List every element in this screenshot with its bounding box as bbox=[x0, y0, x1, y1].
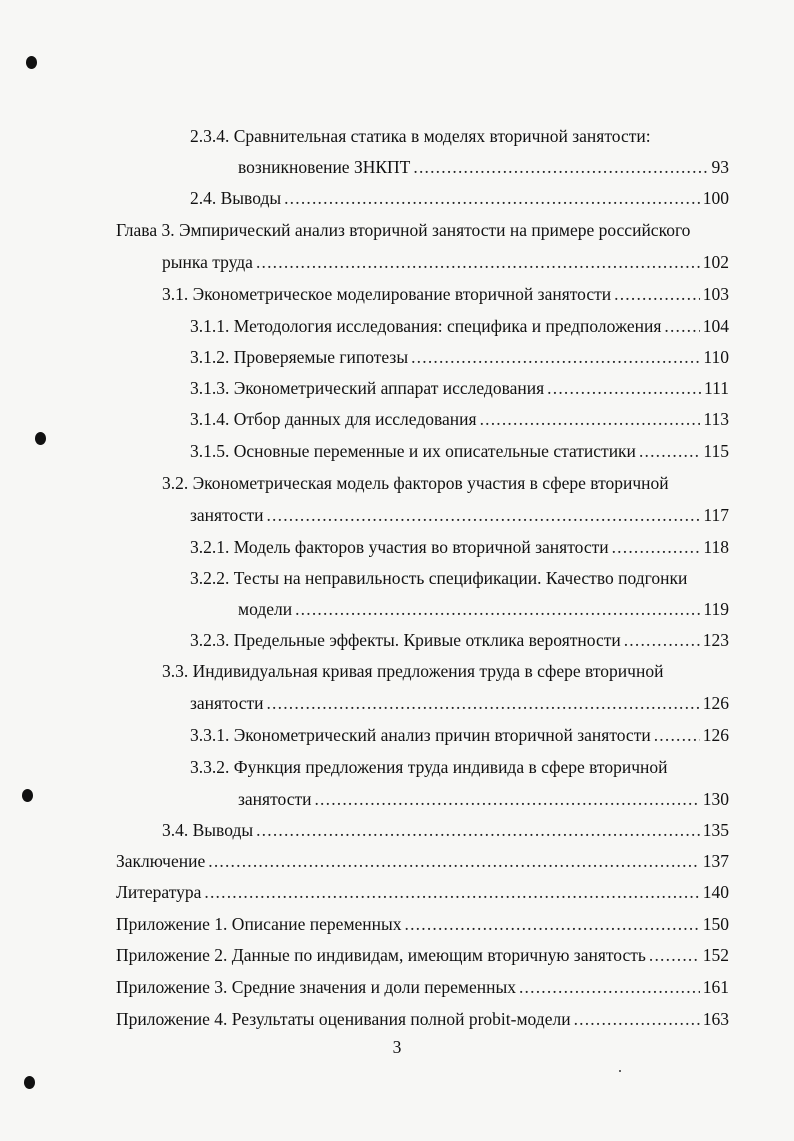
toc-entry-title: занятости bbox=[190, 693, 264, 713]
toc-page-number: 161 bbox=[702, 977, 729, 997]
toc-page-number: 93 bbox=[711, 157, 729, 177]
toc-page-number: 111 bbox=[704, 378, 729, 398]
leader-dots bbox=[614, 283, 700, 305]
toc-entry-title: 3.1.4. Отбор данных для исследования bbox=[190, 409, 477, 429]
leader-dots bbox=[664, 315, 699, 337]
leader-dots bbox=[314, 788, 699, 810]
toc-entry-appendix-1[interactable] bbox=[116, 913, 729, 935]
toc-entry-3-3[interactable] bbox=[190, 692, 729, 714]
toc-entry-title: 3.1. Эконометрическое моделирование вторичной занятости bbox=[162, 284, 612, 304]
toc-page-number: 102 bbox=[702, 252, 729, 272]
leader-dots bbox=[480, 408, 701, 430]
binder-hole-mark bbox=[26, 56, 37, 69]
toc-page-number: 118 bbox=[703, 537, 729, 557]
binder-hole-mark bbox=[24, 1076, 35, 1089]
toc-page-number: 110 bbox=[703, 347, 729, 367]
toc-entry-title: 3.3.1. Эконометрический анализ причин вторичной занятости bbox=[190, 725, 651, 745]
toc-entry-title: 3.2.1. Модель факторов участия во вторичной занятости bbox=[190, 537, 609, 557]
toc-page-number: 100 bbox=[702, 188, 729, 208]
toc-page-number: 119 bbox=[703, 599, 729, 619]
leader-dots bbox=[411, 346, 700, 368]
leader-dots bbox=[208, 850, 700, 872]
leader-dots bbox=[204, 881, 699, 903]
leader-dots bbox=[295, 598, 700, 620]
leader-dots bbox=[519, 976, 700, 998]
toc-entry-3-1-3[interactable] bbox=[190, 377, 729, 399]
toc-page-number: 137 bbox=[702, 851, 729, 871]
toc-page-number: 123 bbox=[702, 630, 729, 650]
toc-entry-3-2-2[interactable] bbox=[238, 598, 729, 620]
toc-entry-3-3-2[interactable] bbox=[238, 788, 729, 810]
toc-entry-3-2-line1: 3.2. Эконометрическая модель факторов участия в сфере вторичной bbox=[162, 473, 669, 493]
binder-hole-mark bbox=[22, 789, 33, 802]
leader-dots bbox=[266, 504, 700, 526]
scan-speck bbox=[619, 1070, 621, 1072]
leader-dots bbox=[405, 913, 700, 935]
toc-entry-appendix-3[interactable] bbox=[116, 976, 729, 998]
toc-entry-2-3-4-line1: 2.3.4. Сравнительная статика в моделях вторичной занятости: bbox=[190, 126, 651, 146]
toc-page-number: 140 bbox=[702, 882, 729, 902]
toc-page-number: 163 bbox=[702, 1009, 729, 1029]
toc-page-number: 126 bbox=[702, 693, 729, 713]
leader-dots bbox=[649, 944, 700, 966]
toc-entry-title: Заключение bbox=[116, 851, 206, 871]
leader-dots bbox=[639, 440, 700, 462]
leader-dots bbox=[612, 536, 701, 558]
toc-entry-chapter-3[interactable] bbox=[162, 251, 729, 273]
toc-entry-title: 2.4. Выводы bbox=[190, 188, 282, 208]
toc-entry-3-2-2-line1: 3.2.2. Тесты на неправильность спецификации. Качество подгонки bbox=[190, 568, 688, 588]
toc-entry-title: Приложение 2. Данные по индивидам, имеющим вторичную занятость bbox=[116, 945, 646, 965]
toc-page-number: 117 bbox=[703, 505, 729, 525]
toc-entry-2-3-4[interactable] bbox=[238, 156, 729, 178]
toc-page-number: 152 bbox=[702, 945, 729, 965]
binder-hole-mark bbox=[35, 432, 46, 445]
leader-dots bbox=[266, 692, 699, 714]
toc-entry-title: 3.4. Выводы bbox=[162, 820, 254, 840]
toc-page-number: 126 bbox=[702, 725, 729, 745]
toc-page-number: 113 bbox=[703, 409, 729, 429]
toc-entry-title: Литература bbox=[116, 882, 202, 902]
toc-entry-3-4[interactable] bbox=[162, 819, 729, 841]
toc-entry-title: 3.1.2. Проверяемые гипотезы bbox=[190, 347, 409, 367]
toc-entry-title: 3.2.3. Предельные эффекты. Кривые отклика вероятности bbox=[190, 630, 621, 650]
toc-entry-3-2[interactable] bbox=[190, 504, 729, 526]
toc-entry-conclusion[interactable] bbox=[116, 850, 729, 872]
toc-page-number: 115 bbox=[703, 441, 729, 461]
toc-entry-3-3-1[interactable] bbox=[190, 724, 729, 746]
toc-page-number: 103 bbox=[702, 284, 729, 304]
leader-dots bbox=[256, 819, 700, 841]
toc-page-number: 150 bbox=[702, 914, 729, 934]
toc-entry-title: Приложение 3. Средние значения и доли переменных bbox=[116, 977, 516, 997]
toc-entry-3-1-5[interactable] bbox=[190, 440, 729, 462]
toc-entry-literature[interactable] bbox=[116, 881, 729, 903]
toc-entry-title: 3.1.3. Эконометрический аппарат исследования bbox=[190, 378, 545, 398]
toc-entry-2-4[interactable] bbox=[190, 187, 729, 209]
leader-dots bbox=[574, 1008, 700, 1030]
leader-dots bbox=[547, 377, 701, 399]
toc-entry-title: 3.1.5. Основные переменные и их описательные статистики bbox=[190, 441, 636, 461]
toc-entry-title: модели bbox=[238, 599, 293, 619]
leader-dots bbox=[256, 251, 700, 273]
leader-dots bbox=[624, 629, 700, 651]
toc-page-number: 104 bbox=[702, 316, 729, 336]
toc-entry-3-3-2-line1: 3.3.2. Функция предложения труда индивида в сфере вторичной bbox=[190, 757, 668, 777]
toc-entry-3-3-line1: 3.3. Индивидуальная кривая предложения труда в сфере вторичной bbox=[162, 661, 664, 681]
toc-entry-appendix-2[interactable] bbox=[116, 944, 729, 966]
toc-entry-title: занятости bbox=[238, 789, 312, 809]
toc-entry-3-1[interactable] bbox=[162, 283, 729, 305]
leader-dots bbox=[413, 156, 708, 178]
toc-entry-title: Приложение 4. Результаты оценивания полной probit-модели bbox=[116, 1009, 571, 1029]
toc-page-number: 130 bbox=[702, 789, 729, 809]
toc-entry-3-1-1[interactable] bbox=[190, 315, 729, 337]
toc-entry-title: 3.1.1. Методология исследования: специфика и предположения bbox=[190, 316, 662, 336]
toc-entry-title: Приложение 1. Описание переменных bbox=[116, 914, 402, 934]
toc-entry-3-1-2[interactable] bbox=[190, 346, 729, 368]
toc-entry-title: возникновение ЗНКПТ bbox=[238, 157, 411, 177]
toc-entry-3-1-4[interactable] bbox=[190, 408, 729, 430]
toc-entry-3-2-3[interactable] bbox=[190, 629, 729, 651]
toc-page-number: 135 bbox=[702, 820, 729, 840]
toc-entry-title: рынка труда bbox=[162, 252, 253, 272]
toc-entry-3-2-1[interactable] bbox=[190, 536, 729, 558]
leader-dots bbox=[654, 724, 700, 746]
toc-entry-appendix-4[interactable] bbox=[116, 1008, 729, 1030]
toc-entry-title: занятости bbox=[190, 505, 264, 525]
toc-entry-chapter-3-line1: Глава 3. Эмпирический анализ вторичной занятости на примере российского bbox=[116, 220, 691, 240]
page-number: 3 bbox=[392, 1037, 402, 1057]
leader-dots bbox=[284, 187, 700, 209]
